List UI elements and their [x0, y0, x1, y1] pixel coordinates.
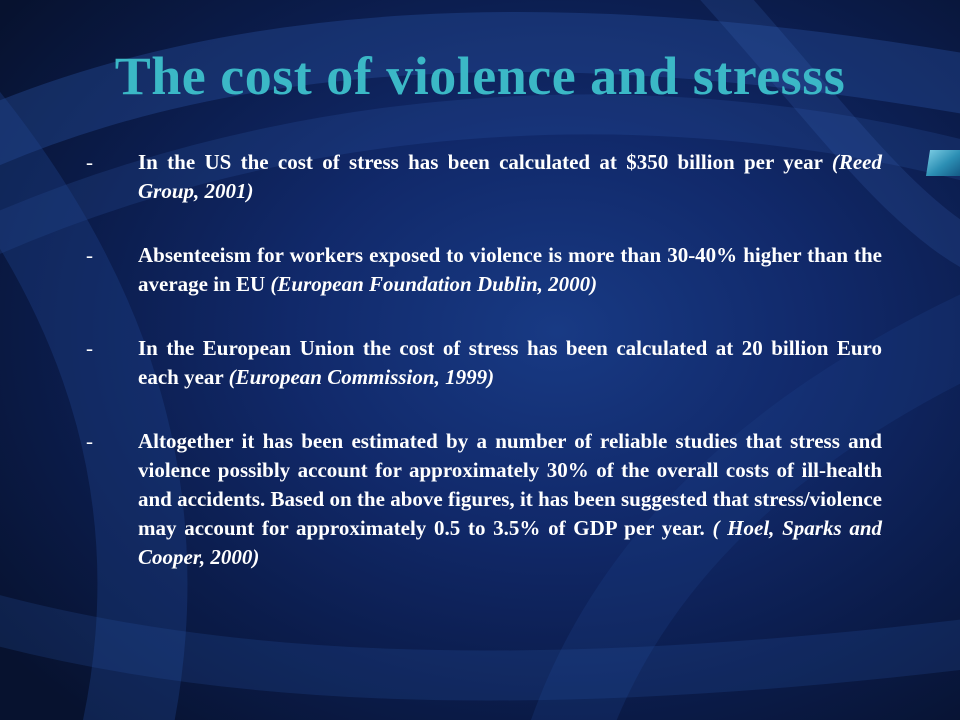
bullet-item-us-stress-cost	[82, 148, 882, 206]
bullet-item-gdp-estimate	[82, 427, 882, 572]
bullet-dash: -	[86, 243, 93, 267]
bullet-item-absenteeism	[82, 241, 882, 299]
bullet-text: Absenteeism for workers exposed to violence is more than 30-40% higher than the average in EU	[138, 243, 882, 296]
bullet-citation: (European Foundation Dublin, 2000)	[270, 272, 598, 296]
accent-tab-shape	[926, 148, 960, 178]
bullet-citation: (Reed Group, 2001)	[138, 150, 882, 203]
bullet-dash: -	[86, 150, 93, 174]
bullet-text: Altogether it has been estimated by a number of reliable studies that stress and violence possibly account for approximately 30% of the overall costs of ill-health and accidents. Based on the above figures, it has been suggested that stress/violence may account for approximately 0.5 to 3.5% of GDP per year.	[138, 429, 882, 540]
bullet-citation: ( Hoel, Sparks and Cooper, 2000)	[138, 516, 883, 569]
bullet-item-eu-stress-cost	[82, 334, 882, 392]
bullet-list	[82, 148, 882, 572]
bullet-dash: -	[86, 429, 93, 453]
bullet-citation: (European Commission, 1999)	[228, 365, 495, 389]
bullet-dash: -	[86, 336, 93, 360]
bullet-text: In the US the cost of stress has been calculated at $350 billion per year	[138, 150, 823, 174]
bullet-text: In the European Union the cost of stress has been calculated at 20 billion Euro each year	[138, 336, 882, 389]
slide-title: The cost of violence and stresss	[114, 46, 846, 106]
